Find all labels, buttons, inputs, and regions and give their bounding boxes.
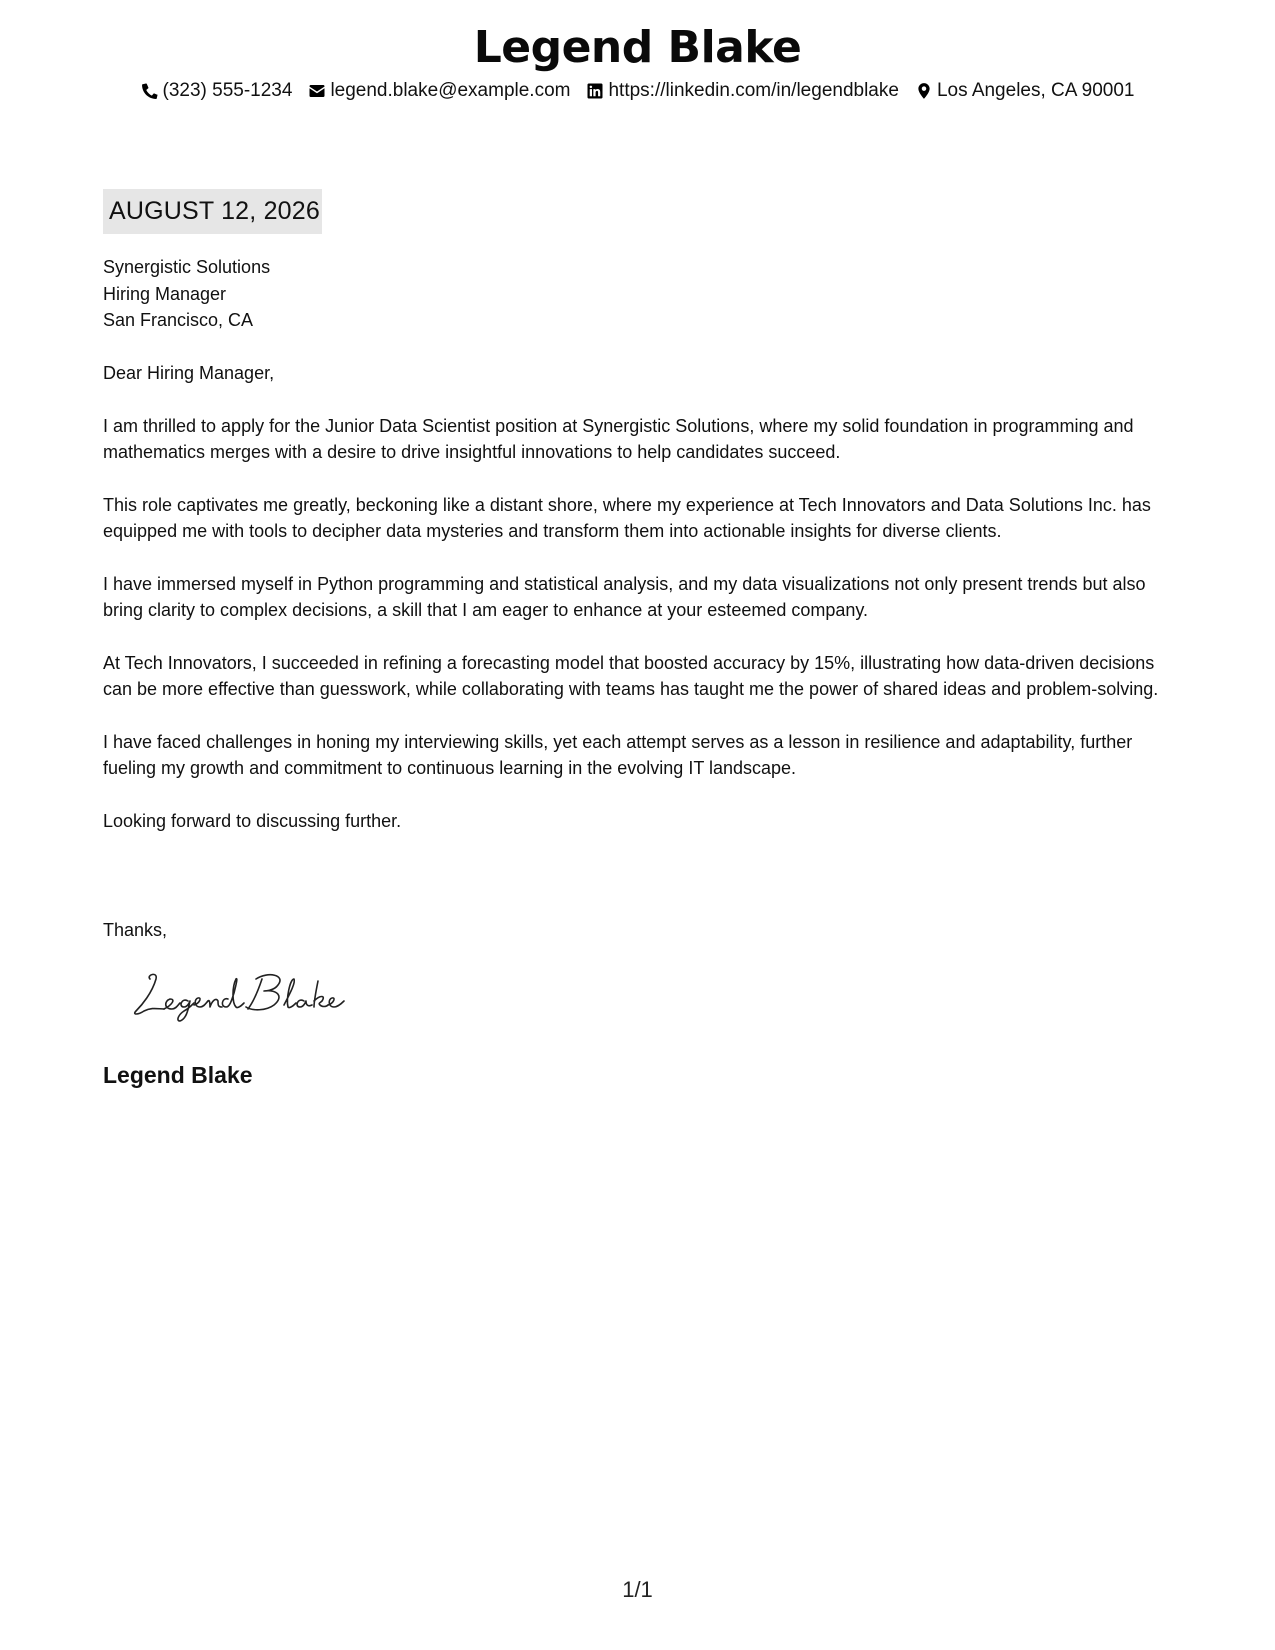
body-paragraph-5: I have faced challenges in honing my interviewing skills, yet each attempt serves as a lesson in resilience and adaptability, further fueling my growth and commitment to continuous learning in the evolving IT landscape.: [103, 731, 1133, 778]
email-text: legend.blake@example.com: [330, 80, 571, 101]
location-text: Los Angeles, CA 90001: [936, 80, 1135, 101]
body-paragraph-6: Looking forward to discussing further.: [103, 810, 402, 831]
contact-email[interactable]: [308, 78, 570, 104]
recipient-company: Synergistic Solutions: [103, 257, 271, 277]
recipient-block: [103, 254, 270, 334]
page-number: 1/1: [622, 1577, 653, 1602]
closing-line: Thanks,: [103, 920, 168, 940]
letter-body: [103, 360, 1183, 860]
greeting: Dear Hiring Manager,: [103, 363, 275, 383]
recipient-location: San Francisco, CA: [103, 310, 254, 330]
recipient-title: Hiring Manager: [103, 283, 227, 304]
phone-text: (323) 555-1234: [162, 80, 293, 101]
contact-info-bar: [0, 78, 1275, 104]
linkedin-text: https://linkedin.com/in/legendblake: [608, 80, 899, 101]
body-paragraph-3: I have immersed myself in Python programming and statistical analysis, and my data visualizations not only present trends but also bring clarity to complex decisions, a skill that I am eager to enhance at your esteemed company.: [103, 573, 1146, 620]
signer-name: Legend Blake: [103, 1062, 253, 1088]
applicant-name-heading: Legend Blake: [473, 22, 802, 73]
linkedin-icon: [586, 82, 604, 100]
body-paragraph-1: I am thrilled to apply for the Junior Data Scientist position at Synergistic Solutions, where my solid foundation in programming and mathematics merges with a desire to drive insightful innovations to help candidates succeed.: [103, 415, 1134, 462]
body-paragraph-4: At Tech Innovators, I succeeded in refining a forecasting model that boosted accuracy by 15%, illustrating how data-driven decisions can be more effective than guesswork, while collaborating with teams has taught me the power of shared ideas and problem-solving.: [103, 652, 1159, 699]
contact-linkedin[interactable]: [586, 78, 898, 104]
contact-phone: [141, 78, 293, 104]
envelope-icon: [308, 82, 326, 100]
phone-icon: [141, 82, 159, 100]
letter-date: AUGUST 12, 2026: [103, 189, 322, 234]
contact-location: [915, 78, 1135, 104]
handwritten-signature: [128, 965, 348, 1025]
body-paragraph-2: This role captivates me greatly, beckoning like a distant shore, where my experience at Tech Innovators and Data Solutions Inc. has equipped me with tools to decipher data mysteries and transform them into actionable insights for diverse clients.: [103, 494, 1151, 541]
map-pin-icon: [915, 82, 933, 100]
